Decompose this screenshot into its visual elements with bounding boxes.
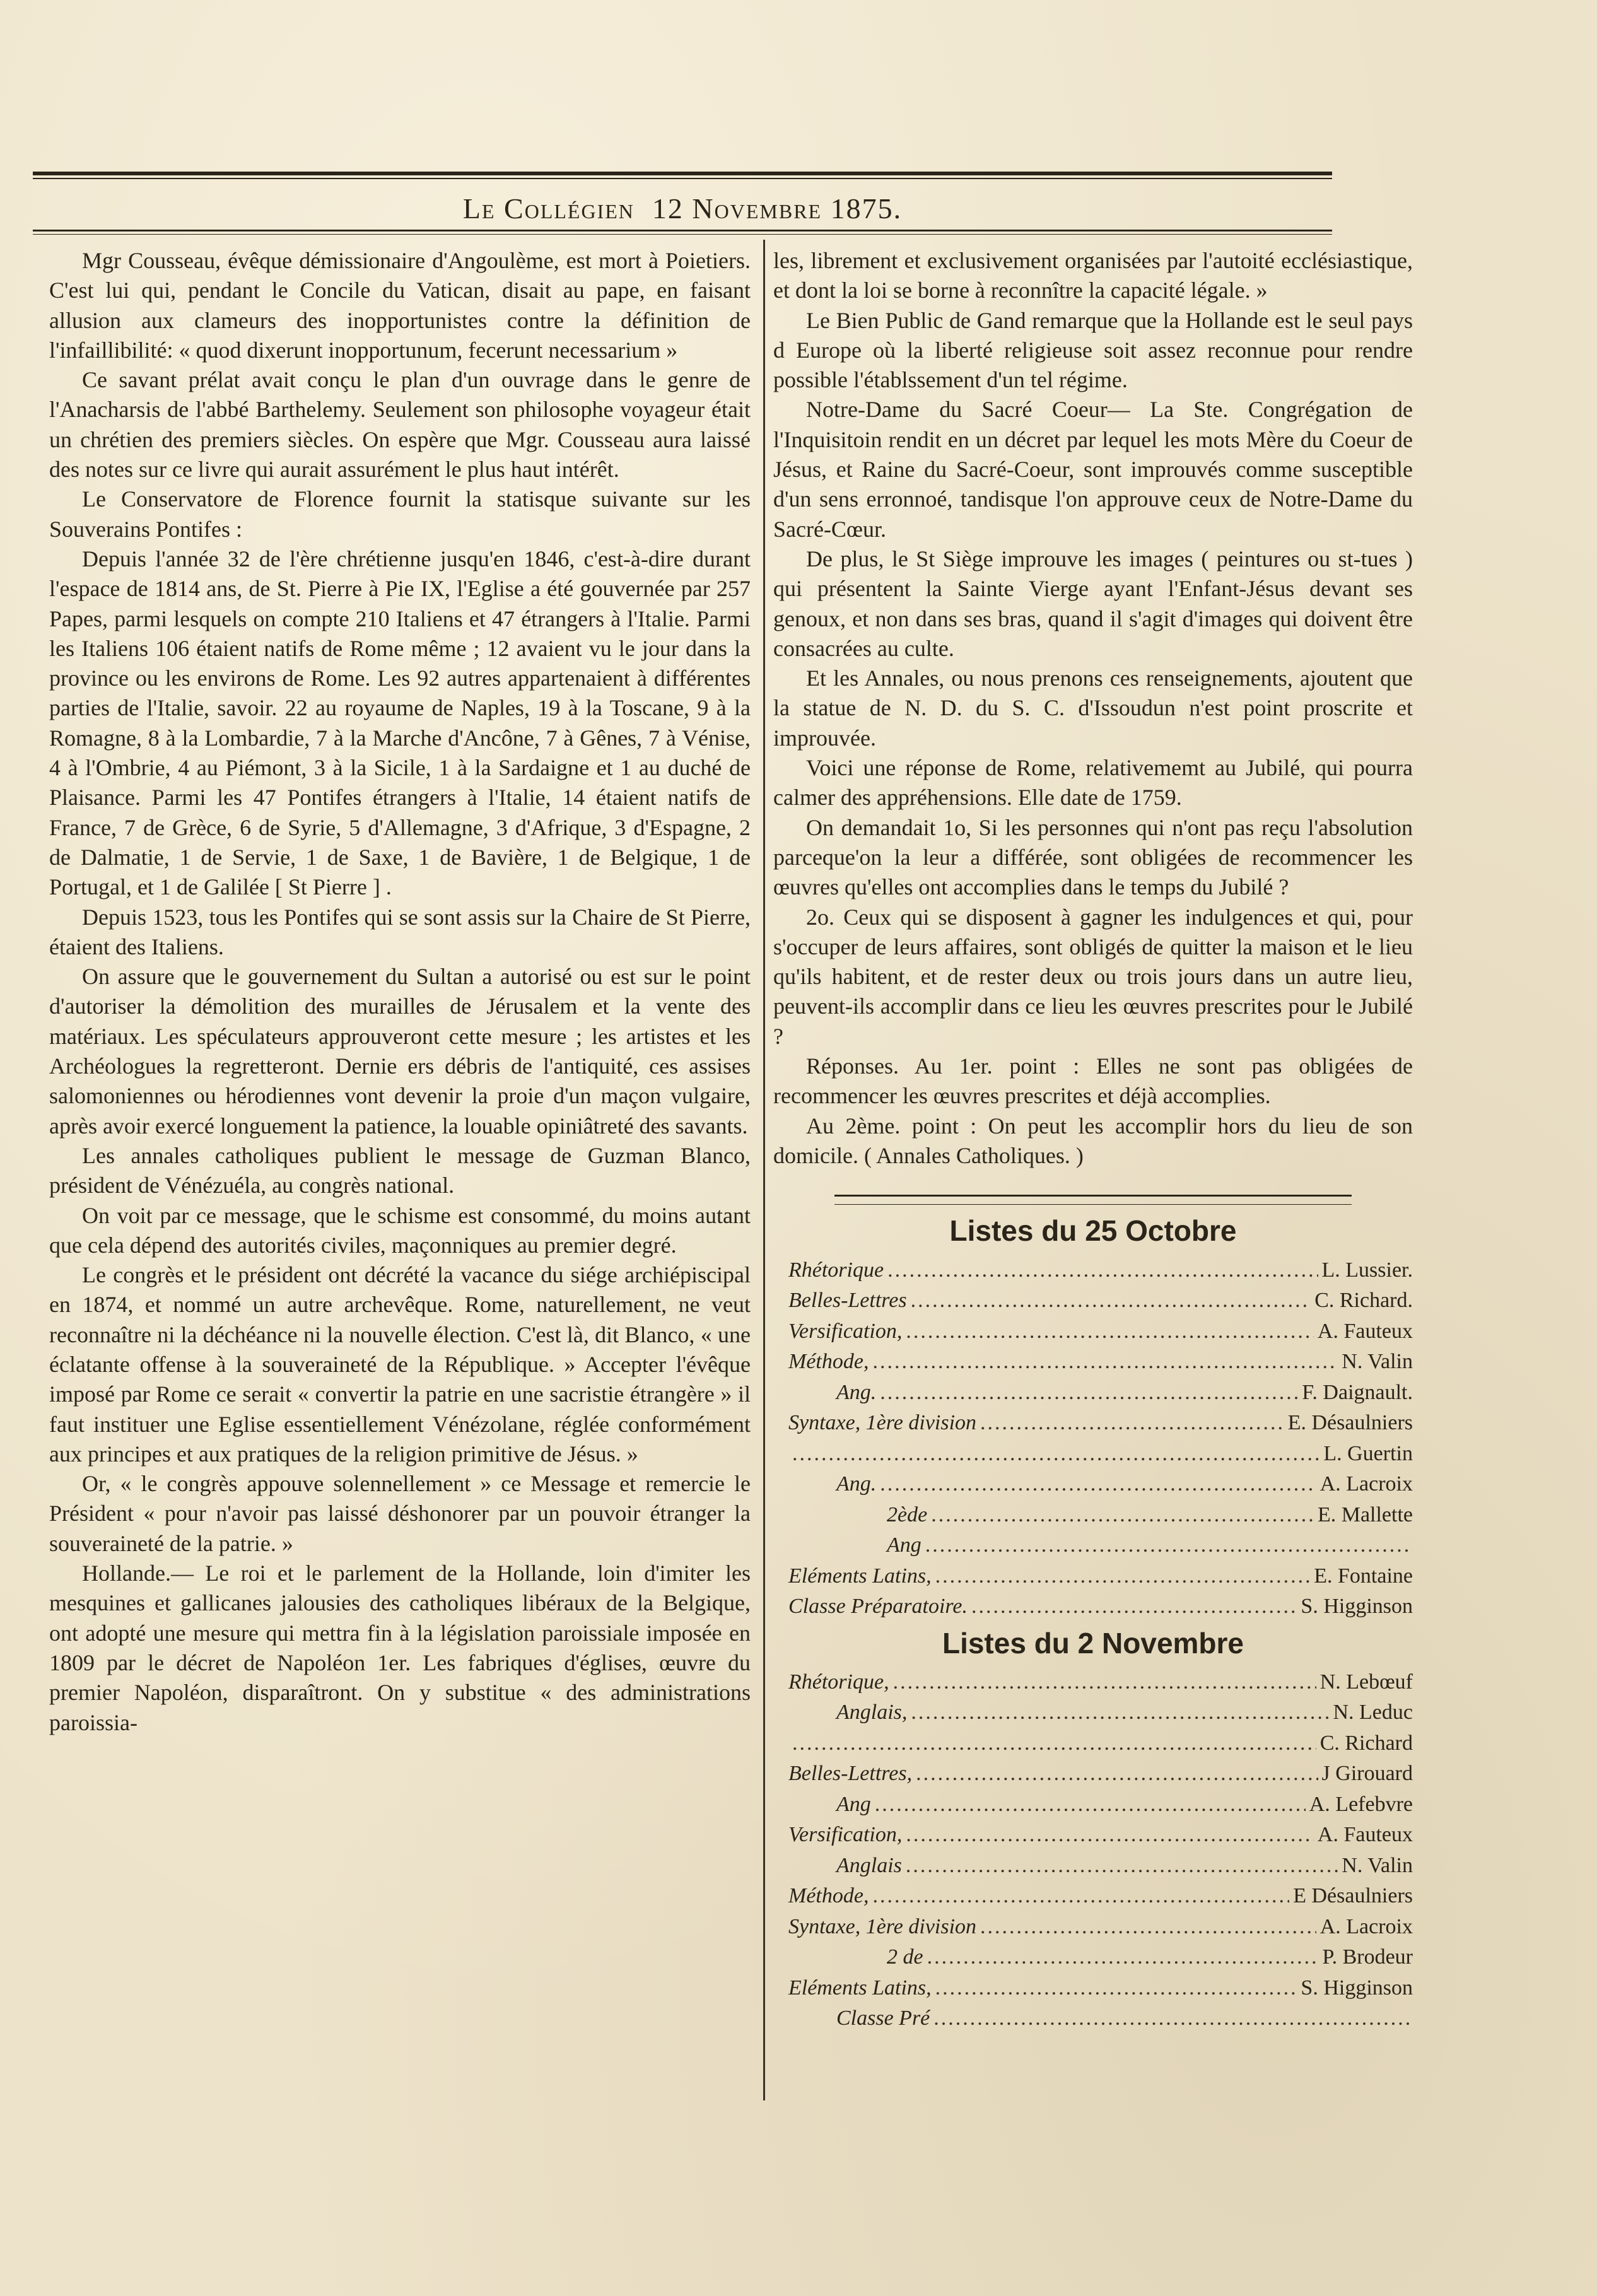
list-row-name: A. Fauteux <box>1317 1823 1413 1847</box>
leader-dots <box>880 1378 1298 1409</box>
list-row-name: E. Mallette <box>1317 1502 1413 1526</box>
leader-dots <box>931 1500 1314 1531</box>
list-row-label: Classe Préparatoire. <box>788 1595 968 1618</box>
article-paragraph: Le Bien Public de Gand remarque que la Hollande est le seul pays d Europe où la liberté religieuse soit assez reconnue pour rendre possible l'établssement d'un tel régime. <box>773 307 1413 393</box>
article-paragraph: Mgr Cousseau, évêque démissionaire d'Angoulème, est mort à Poietiers. C'est lui qui, pendant le Concile du Vatican, disait au pape, en faisant allusion aux clameurs des inopportunistes contre la définition de l'infaillibilité: « quod dixerunt inopportunum, fecerunt necessarium » <box>49 248 751 363</box>
list-row-name: S. Higginson <box>1301 1595 1413 1618</box>
list-row <box>773 1316 1413 1347</box>
leader-dots <box>792 1728 1316 1759</box>
article-paragraph: Notre-Dame du Sacré Coeur— La Ste. Congrégation de l'Inquisitoin rendit en un décret par lequel les mots Mère du Coeur de Jésus, et Raine du Sacré-Coeur, sont improuvés comme susceptible d'un sens erronnoé, tandisque l'on approuve ceux de Notre-Dame du Sacré-Cœur. <box>773 397 1413 542</box>
list-row-name: E. Désaulniers <box>1287 1411 1413 1434</box>
list-row <box>773 1286 1413 1316</box>
list-row-label: 2 de <box>887 1945 923 1969</box>
masthead-title: Le Collégien <box>462 192 635 225</box>
list-row-name: N. Lebœuf <box>1319 1670 1413 1694</box>
list-row-label: Rhétorique, <box>788 1670 889 1694</box>
article-paragraph: Les annales catholiques publient le message de Guzman Blanco, président de Vénézuéla, au congrès national. <box>49 1142 751 1198</box>
list-row <box>773 1469 1413 1500</box>
article-paragraph: Hollande.— Le roi et le parlement de la Hollande, loin d'imiter les mesquines et gallicanes jalousies des catholiques libéraux de la Belgique, ont adopté une mesure qui mettra fin à la législation paroissiale imposée en 1809 par le décret de Napoléon 1er. Les fabriques d'églises, œuvre du premier Napoléon, disparaîtront. On y substitue « des administrations paroissia- <box>49 1561 751 1735</box>
leader-dots <box>880 1469 1316 1500</box>
leader-dots <box>792 1439 1319 1470</box>
list-row-label: Belles-Lettres <box>788 1289 907 1312</box>
list-row-label: Versification, <box>788 1319 903 1343</box>
leader-dots <box>875 1789 1306 1820</box>
leader-dots <box>872 1347 1338 1378</box>
list-row-name: J Girouard <box>1321 1762 1413 1786</box>
list-row <box>773 1881 1413 1912</box>
list-row <box>773 1697 1413 1728</box>
list-row <box>773 1408 1413 1439</box>
list-novembre <box>773 1667 1413 2034</box>
list-row-label: Belles-Lettres, <box>788 1762 913 1786</box>
list-row-label: Syntaxe, 1ère division <box>788 1411 977 1434</box>
leader-dots <box>933 2003 1409 2034</box>
list-row-label: Rhétorique <box>788 1258 884 1282</box>
leader-dots <box>935 1973 1297 2004</box>
article-paragraph: les, librement et exclusivement organisées par l'autoité ecclésiastique, et dont la loi se borne à reconnître la capacité légale. » <box>773 248 1413 303</box>
article-paragraph: On demandait 1o, Si les personnes qui n'ont pas reçu l'absolution parceque'on la leur a différée, sont obligées de recommencer les œuvres qu'elles ont accomplies dans le temps du Jubilé ? <box>773 814 1413 900</box>
article-paragraph: Réponses. Au 1er. point : Elles ne sont pas obligées de recommencer les œuvres prescrites et déjà accomplies. <box>773 1053 1413 1109</box>
list-row-label: Ang. <box>836 1472 877 1496</box>
list-row-label: Eléments Latins, <box>788 1564 932 1588</box>
article-paragraph: Et les Annales, ou nous prenons ces renseignements, ajoutent que la statue de N. D. du S. C. d'Issoudun n'est point proscrite et improuvée. <box>773 665 1413 751</box>
list-row-label: Classe Pré <box>836 2006 930 2030</box>
list-row <box>773 1255 1413 1286</box>
leader-dots <box>906 1820 1314 1851</box>
leader-dots <box>893 1667 1316 1698</box>
masthead-rule-thin <box>33 234 1332 235</box>
list-row-label: Méthode, <box>788 1884 869 1908</box>
list-row <box>773 1789 1413 1820</box>
list-row-name: L. Lussier. <box>1321 1258 1413 1282</box>
leader-dots <box>927 1942 1319 1973</box>
list-row <box>773 2003 1413 2034</box>
list-title-novembre: Listes du 2 Novembre <box>942 1626 1244 1660</box>
top-rule <box>33 172 1332 175</box>
list-row <box>773 1851 1413 1882</box>
list-row <box>773 1439 1413 1470</box>
list-row-label: Ang <box>836 1792 871 1816</box>
leader-dots <box>872 1881 1289 1912</box>
list-row-name: P. Brodeur <box>1322 1945 1413 1969</box>
leader-dots <box>971 1591 1297 1622</box>
leader-dots <box>935 1561 1311 1592</box>
list-row-name: L. Guertin <box>1323 1441 1413 1465</box>
list-row-name: E. Fontaine <box>1314 1564 1413 1588</box>
list-row <box>773 1591 1413 1622</box>
list-row-label: Méthode, <box>788 1350 869 1373</box>
list-row <box>773 1942 1413 1973</box>
leader-dots <box>911 1697 1329 1728</box>
article-paragraph: Ce savant prélat avait conçu le plan d'un ouvrage dans le genre de l'Anacharsis de l'abbé Barthelemy. Seulement son philosophe voyageur était un chrétien des premiers siècles. On espère que Mgr. Cousseau aura laissé des notes sur ce livre qui aurait assurément le plus haut intérêt. <box>49 367 751 483</box>
article-paragraph: On voit par ce message, que le schisme est consommé, du moins autant que cela dépend des autorités civiles, maçonniques au premier degré. <box>49 1202 751 1258</box>
list-row-name: C. Richard. <box>1314 1289 1413 1312</box>
column-divider <box>763 240 765 2100</box>
list-row <box>773 1973 1413 2004</box>
article-paragraph: On assure que le gouvernement du Sultan a autorisé ou est sur le point d'autoriser la démolition des murailles de Jérusalem et la vente des matériaux. Les spéculateurs approuveront cette mesure ; les artistes et les Archéologues la regretteront. Dernie ers débris de l'antiquité, ces assises salomoniennes ou hérodiennes vont devenir la proie d'un maçon vulgaire, après avoir exercé longuement la patience, la louable opiniâtreté des savants. <box>49 964 751 1139</box>
list-row-label: Anglais <box>836 1853 902 1877</box>
list-row <box>773 1378 1413 1409</box>
list-row-label: Anglais, <box>836 1701 908 1725</box>
list-row-label: Ang <box>887 1533 921 1557</box>
list-row <box>773 1759 1413 1789</box>
left-column <box>49 246 751 1738</box>
article-paragraph: Au 2ème. point : On peut les accomplir hors du lieu de son domicile. ( Annales Catholiques. ) <box>773 1113 1413 1168</box>
list-row-name: A. Fauteux <box>1317 1319 1413 1343</box>
list-row-label: Ang. <box>836 1380 877 1404</box>
list-title-octobre: Listes du 25 Octobre <box>949 1214 1237 1248</box>
list-row-name: E Désaulniers <box>1293 1884 1413 1908</box>
article-paragraph: Or, « le congrès appouve solennellement » ce Message et remercie le Président « pour n'avoir pas laissé déshonorer par un pouvoir étranger la souveraineté de la patrie. » <box>49 1471 751 1556</box>
article-paragraph: De plus, le St Siège improuve les images ( peintures ou st-tues ) qui présentent la Sainte Vierge ayant l'Enfant-Jésus devant ses genoux, et non dans ses bras, quand il s'agit d'images qui doivent être consacrées au culte. <box>773 546 1413 661</box>
list-row <box>773 1912 1413 1943</box>
article-paragraph: Voici une réponse de Rome, relativememt au Jubilé, qui pourra calmer des appréhensions. Elle date de 1759. <box>773 755 1413 811</box>
list-row <box>773 1561 1413 1592</box>
list-row <box>773 1500 1413 1531</box>
list-row <box>773 1530 1413 1561</box>
list-row-name: A. Lacroix <box>1319 1914 1413 1938</box>
list-row-name: N. Valin <box>1342 1350 1413 1373</box>
masthead-rule <box>33 230 1332 231</box>
leader-dots <box>980 1408 1284 1439</box>
list-row-name: A. Lefebvre <box>1309 1792 1413 1816</box>
leader-dots <box>887 1255 1318 1286</box>
list-row-name: C. Richard <box>1319 1731 1413 1755</box>
list-row-label: 2ède <box>887 1502 928 1526</box>
list-row-label: Eléments Latins, <box>788 1976 932 2000</box>
section-separator <box>834 1195 1352 1205</box>
leader-dots <box>906 1851 1338 1882</box>
list-row <box>773 1667 1413 1698</box>
article-paragraph: 2o. Ceux qui se disposent à gagner les indulgences et qui, pour s'occuper de leurs affaires, sont obligés de quitter la maison et le lieu qu'ils habitent, et de rester deux ou trois jours dans un autre lieu, peuvent-ils accomplir dans ce lieu les œuvres prescrites pour le Jubilé ? <box>773 904 1413 1049</box>
leader-dots <box>916 1759 1318 1789</box>
masthead-date: 12 Novembre 1875. <box>652 192 903 225</box>
masthead <box>33 189 1332 227</box>
list-row <box>773 1820 1413 1851</box>
list-row-name: A. Lacroix <box>1319 1472 1413 1496</box>
leader-dots <box>911 1286 1311 1316</box>
list-row-name: S. Higginson <box>1301 1976 1413 2000</box>
right-column <box>773 246 1413 2034</box>
list-row-name: N. Leduc <box>1333 1701 1413 1725</box>
list-row-name: F. Daignault. <box>1302 1380 1413 1404</box>
leader-dots <box>980 1912 1316 1943</box>
list-row <box>773 1728 1413 1759</box>
list-row-label: Versification, <box>788 1823 903 1847</box>
article-paragraph: Le Conservatore de Florence fournit la statisque suivante sur les Souverains Pontifes : <box>49 486 751 542</box>
list-row-label: Syntaxe, 1ère division <box>788 1914 977 1938</box>
article-paragraph: Le congrès et le président ont décrété la vacance du siége archiépiscipal en 1874, et nommé un autre archevêque. Rome, naturellement, ne veut reconnaître ni la déchéance ni la nouvelle élection. C'est là, dit Blanco, « une éclatante offense à la souveraineté de la République. » Accepter l'évêque imposé par Rome ce serait « convertir la patrie en une sacristie étrangère » il faut instituer une Eglise essentiellement Vénézolane, réglée conformément aux principes et aux pratiques de la religion primitive de Jésus. » <box>49 1262 751 1467</box>
list-row <box>773 1347 1413 1378</box>
article-paragraph: Depuis 1523, tous les Pontifes qui se sont assis sur la Chaire de St Pierre, étaient des Italiens. <box>49 904 751 959</box>
list-row-name: N. Valin <box>1342 1853 1413 1877</box>
list-octobre <box>773 1255 1413 1622</box>
article-paragraph: Depuis l'année 32 de l'ère chrétienne jusqu'en 1846, c'est-à-dire durant l'espace de 1814 ans, de St. Pierre à Pie IX, l'Eglise a été gouvernée par 257 Papes, parmi lesquels on compte 210 Italiens et 47 étrangers à l'Italie. Parmi les Italiens 106 étaient natifs de Rome même ; 12 avaient vu le jour dans la province ou les environs de Rome. Les 92 autres appartenaient à différentes parties de l'Italie, savoir. 22 au royaume de Naples, 19 à la Toscane, 9 à la Romagne, 8 à la Lombardie, 7 à la Marche d'Ancône, 7 à Gênes, 7 à Vénise, 4 à l'Ombrie, 4 au Piémont, 3 à la Sicile, 1 à la Sardaigne et 1 au duché de Plaisance. Parmi les 47 Pontifes étrangers à l'Italie, 14 étaient natifs de France, 7 de Grèce, 6 de Syrie, 5 d'Allemagne, 3 d'Afrique, 3 d'Espagne, 2 de Dalmatie, 1 de Servie, 1 de Saxe, 1 de Bavière, 1 de Belgique, 1 de Portugal, et 1 de Galilée [ St Pierre ] . <box>49 546 751 900</box>
leader-dots <box>925 1530 1409 1561</box>
leader-dots <box>906 1316 1314 1347</box>
top-rule-thin <box>33 178 1332 179</box>
